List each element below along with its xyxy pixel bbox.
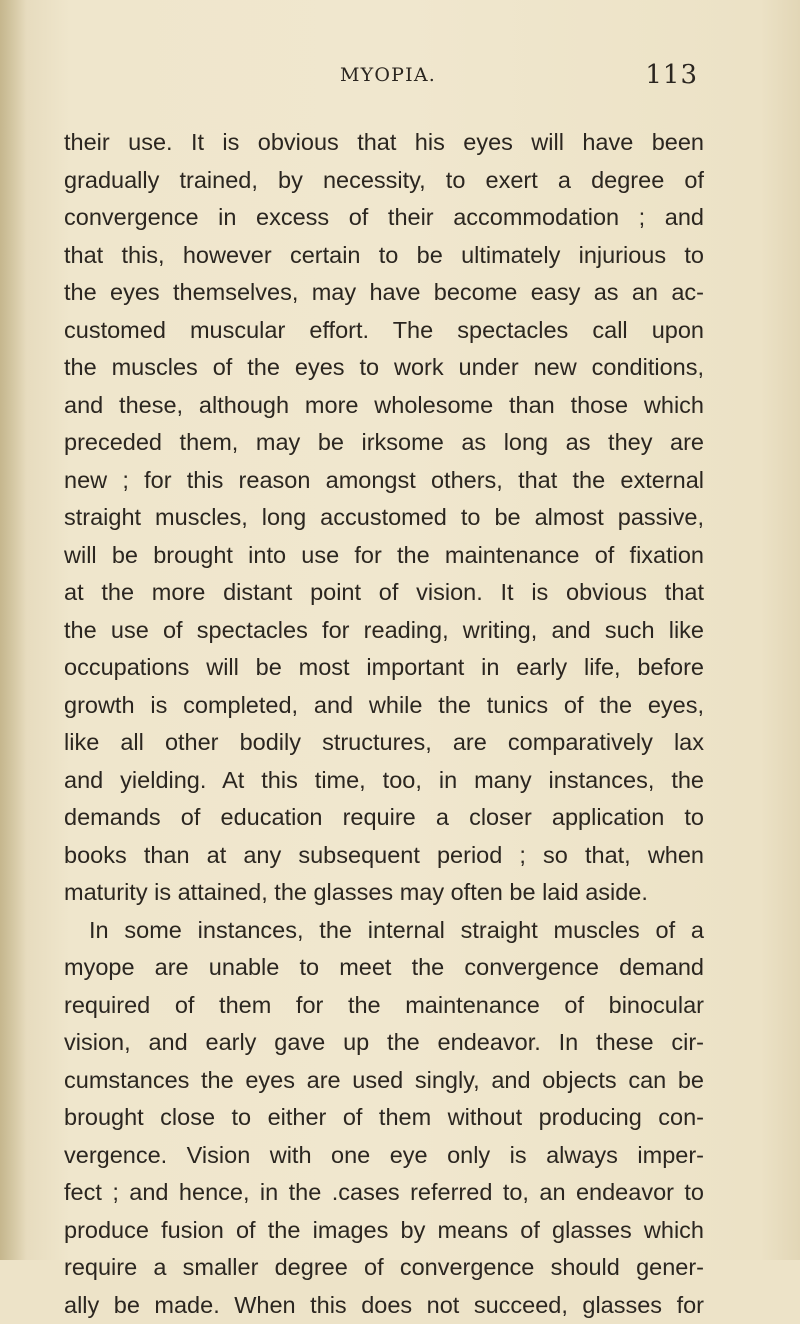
text-line: like all other bodily structures, are comparatively lax	[64, 724, 704, 762]
text-line: preceded them, may be irksome as long as they are	[64, 424, 704, 462]
text-line: produce fusion of the images by means of glasses which	[64, 1212, 704, 1250]
text-line: vision, and early gave up the endeavor. In these cir-	[64, 1024, 704, 1062]
text-line: vergence. Vision with one eye only is always imper-	[64, 1137, 704, 1175]
text-line: gradually trained, by necessity, to exert a degree of	[64, 162, 704, 200]
paragraph-start-line: In some instances, the internal straight muscles of a	[64, 912, 704, 950]
text-line: required of them for the maintenance of binocular	[64, 987, 704, 1025]
text-line: growth is completed, and while the tunics of the eyes,	[64, 687, 704, 725]
text-line: convergence in excess of their accommodation ; and	[64, 199, 704, 237]
text-line: the eyes themselves, may have become easy as an ac-	[64, 274, 704, 312]
text-line: and these, although more wholesome than those which	[64, 387, 704, 425]
text-line: straight muscles, long accustomed to be almost passive,	[64, 499, 704, 537]
text-line: will be brought into use for the maintenance of fixation	[64, 537, 704, 575]
text-line: fect ; and hence, in the .cases referred to, an endeavor to	[64, 1174, 704, 1212]
text-line: the muscles of the eyes to work under new conditions,	[64, 349, 704, 387]
text-line: and yielding. At this time, too, in many instances, the	[64, 762, 704, 800]
page-number: 113	[645, 60, 698, 90]
text-line: demands of education require a closer application to	[64, 799, 704, 837]
text-line: myope are unable to meet the convergence demand	[64, 949, 704, 987]
text-line: that this, however certain to be ultimately injurious to	[64, 237, 704, 275]
text-line: new ; for this reason amongst others, that the external	[64, 462, 704, 500]
running-head: MYOPIA.	[340, 64, 436, 86]
text-line: cumstances the eyes are used singly, and objects can be	[64, 1062, 704, 1100]
text-line: require a smaller degree of convergence should gener-	[64, 1249, 704, 1287]
body-text	[64, 124, 704, 1324]
text-line: at the more distant point of vision. It is obvious that	[64, 574, 704, 612]
text-line: occupations will be most important in early life, before	[64, 649, 704, 687]
text-line: ally be made. When this does not succeed, glasses for	[64, 1287, 704, 1324]
text-line: maturity is attained, the glasses may often be laid aside.	[64, 874, 704, 912]
text-line: brought close to either of them without producing con-	[64, 1099, 704, 1137]
text-line: the use of spectacles for reading, writing, and such like	[64, 612, 704, 650]
page-header	[60, 62, 700, 96]
text-line: their use. It is obvious that his eyes will have been	[64, 124, 704, 162]
spine-shadow	[0, 0, 26, 1260]
text-line: books than at any subsequent period ; so that, when	[64, 837, 704, 875]
text-line: customed muscular effort. The spectacles call upon	[64, 312, 704, 350]
